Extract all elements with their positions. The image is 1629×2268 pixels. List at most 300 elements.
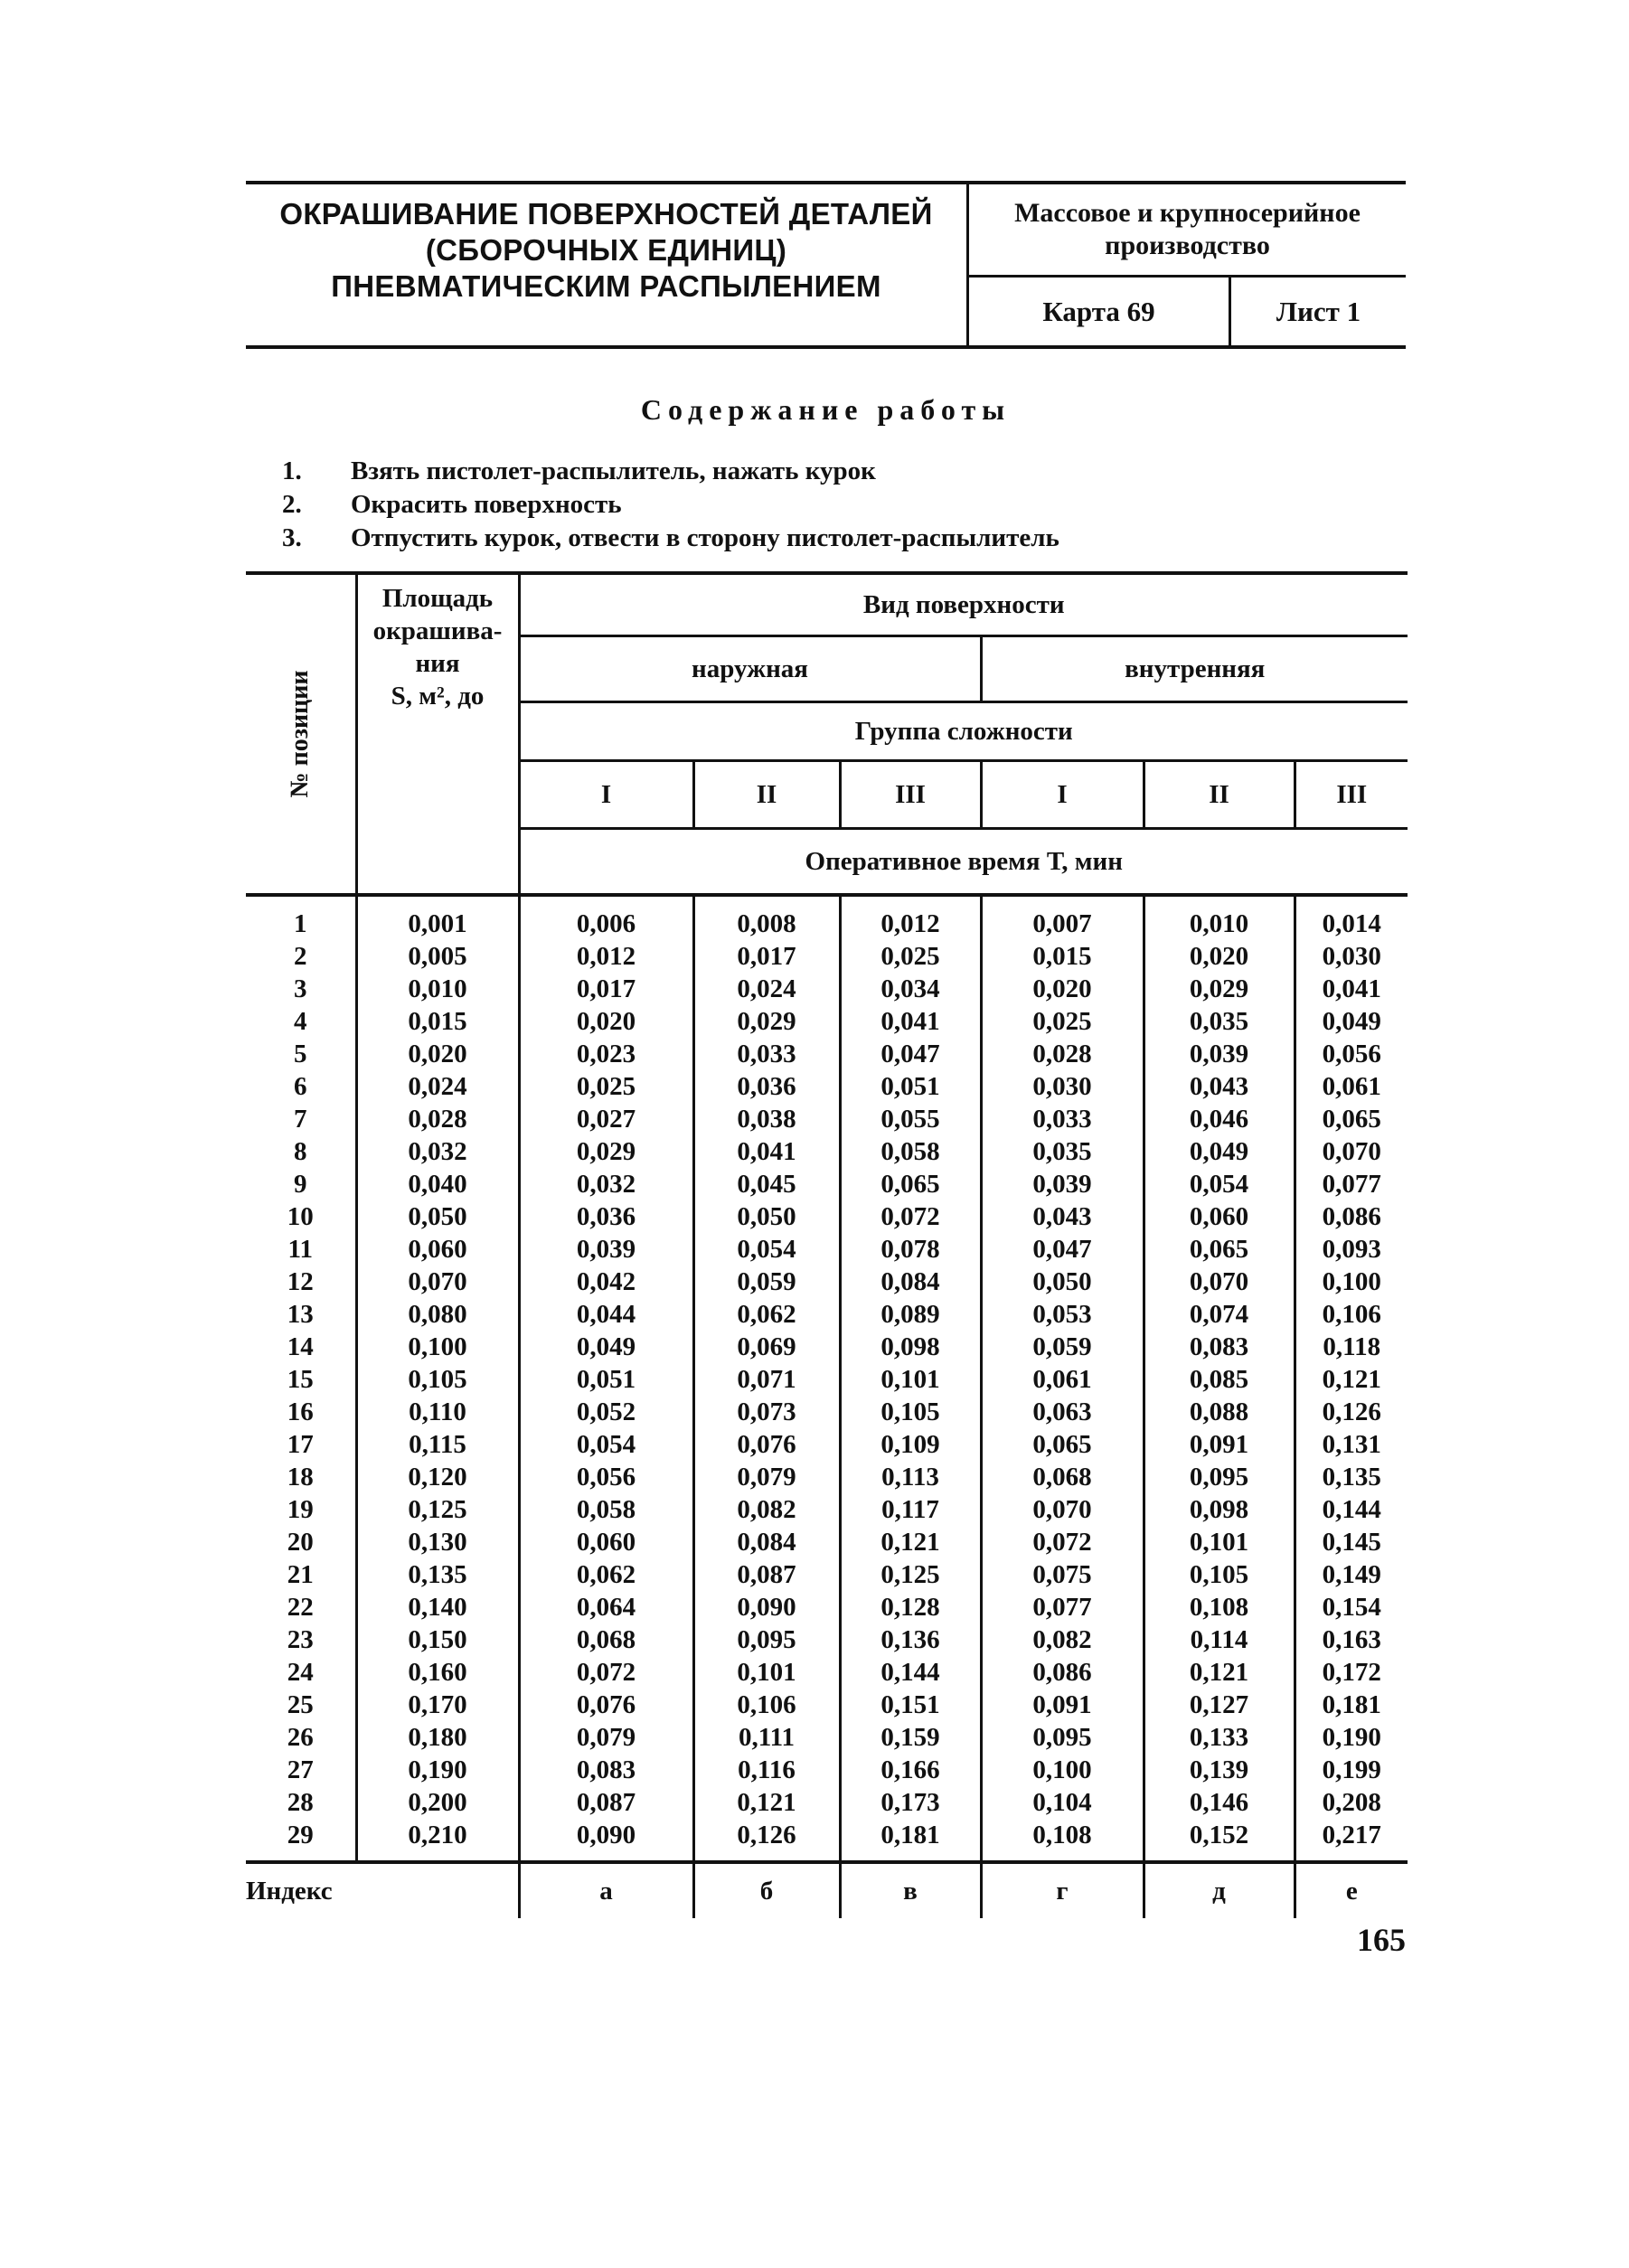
time-cell: 0,082 (981, 1623, 1144, 1656)
time-cell: 0,058 (840, 1135, 981, 1168)
time-cell: 0,100 (981, 1754, 1144, 1786)
position-header (246, 573, 356, 895)
document-header (246, 181, 1406, 349)
time-cell: 0,020 (1144, 940, 1295, 973)
position-cell: 2 (294, 942, 307, 971)
time-cell: 0,076 (693, 1428, 840, 1461)
time-cell: 0,101 (1144, 1526, 1295, 1558)
table-row (246, 1200, 1408, 1233)
production-line: производство (1105, 231, 1270, 260)
time-cell: 0,039 (981, 1168, 1144, 1200)
title-line: ПНЕВМАТИЧЕСКИМ РАСПЫЛЕНИЕМ (331, 269, 881, 303)
area-header-line: окрашива- (372, 616, 503, 645)
time-cell: 0,065 (981, 1428, 1144, 1461)
position-cell: 8 (294, 1137, 307, 1166)
table-row (246, 973, 1408, 1005)
area-cell: 0,160 (356, 1656, 519, 1689)
time-cell: 0,044 (519, 1298, 693, 1331)
time-cell: 0,074 (1144, 1298, 1295, 1331)
area-cell: 0,050 (356, 1200, 519, 1233)
position-cell: 12 (287, 1267, 314, 1296)
time-cell: 0,065 (1144, 1233, 1295, 1266)
table-row (246, 1298, 1408, 1331)
operative-time-header: Оперативное время Т, мин (519, 829, 1408, 896)
time-cell: 0,149 (1295, 1558, 1408, 1591)
area-cell: 0,210 (356, 1819, 519, 1862)
time-cell: 0,060 (1144, 1200, 1295, 1233)
time-cell: 0,139 (1144, 1754, 1295, 1786)
area-cell: 0,080 (356, 1298, 519, 1331)
time-cell: 0,199 (1295, 1754, 1408, 1786)
time-cell: 0,029 (519, 1135, 693, 1168)
time-cell: 0,084 (840, 1266, 981, 1298)
time-cell: 0,029 (1144, 973, 1295, 1005)
position-cell: 24 (287, 1658, 314, 1687)
time-cell: 0,095 (1144, 1461, 1295, 1493)
table-row (246, 1396, 1408, 1428)
time-cell: 0,159 (840, 1721, 981, 1754)
time-cell: 0,030 (981, 1070, 1144, 1103)
area-cell: 0,024 (356, 1070, 519, 1103)
index-row (246, 1862, 1408, 1918)
position-cell: 7 (294, 1105, 307, 1134)
area-cell: 0,110 (356, 1396, 519, 1428)
time-cell: 0,082 (693, 1493, 840, 1526)
time-cell: 0,017 (693, 940, 840, 973)
table-row (246, 1623, 1408, 1656)
time-cell: 0,083 (519, 1754, 693, 1786)
time-cell: 0,065 (840, 1168, 981, 1200)
time-cell: 0,049 (1144, 1135, 1295, 1168)
time-cell: 0,050 (693, 1200, 840, 1233)
section-title: Содержание работы (640, 393, 1012, 426)
time-cell: 0,190 (1295, 1721, 1408, 1754)
time-cell: 0,086 (1295, 1200, 1408, 1233)
time-cell: 0,041 (1295, 973, 1408, 1005)
index-spacer (356, 1862, 519, 1918)
time-cell: 0,072 (981, 1526, 1144, 1558)
index-cell: а (519, 1862, 693, 1918)
time-cell: 0,058 (519, 1493, 693, 1526)
step-number: 3. (282, 523, 302, 552)
time-cell: 0,121 (693, 1786, 840, 1819)
table-row (246, 1819, 1408, 1862)
time-cell: 0,041 (840, 1005, 981, 1038)
area-cell: 0,040 (356, 1168, 519, 1200)
time-cell: 0,049 (519, 1331, 693, 1363)
time-cell: 0,087 (693, 1558, 840, 1591)
step-number: 2. (282, 490, 302, 519)
time-cell: 0,025 (981, 1005, 1144, 1038)
group-header: II (693, 761, 840, 829)
time-cell: 0,075 (981, 1558, 1144, 1591)
position-cell: 3 (294, 974, 307, 1003)
time-cell: 0,043 (1144, 1070, 1295, 1103)
position-cell: 26 (287, 1723, 314, 1752)
area-cell: 0,028 (356, 1103, 519, 1135)
time-cell: 0,100 (1295, 1266, 1408, 1298)
time-cell: 0,078 (840, 1233, 981, 1266)
time-cell: 0,027 (519, 1103, 693, 1135)
area-cell: 0,150 (356, 1623, 519, 1656)
time-cell: 0,079 (693, 1461, 840, 1493)
table-row (246, 1363, 1408, 1396)
position-cell: 17 (287, 1430, 314, 1459)
area-cell: 0,180 (356, 1721, 519, 1754)
position-cell: 22 (287, 1593, 314, 1622)
time-cell: 0,012 (519, 940, 693, 973)
page-number: 165 (1357, 1922, 1406, 1958)
index-cell: д (1144, 1862, 1295, 1918)
time-cell: 0,034 (840, 973, 981, 1005)
time-cell: 0,118 (1295, 1331, 1408, 1363)
sheet-number: Лист 1 (1276, 295, 1361, 327)
table-row (246, 1656, 1408, 1689)
time-cell: 0,047 (981, 1233, 1144, 1266)
time-cell: 0,062 (519, 1558, 693, 1591)
group-header: III (1295, 761, 1408, 829)
group-header: II (1144, 761, 1295, 829)
position-cell: 10 (287, 1202, 314, 1231)
time-cell: 0,111 (693, 1721, 840, 1754)
time-cell: 0,052 (519, 1396, 693, 1428)
time-cell: 0,068 (519, 1623, 693, 1656)
time-cell: 0,061 (981, 1363, 1144, 1396)
time-cell: 0,070 (1144, 1266, 1295, 1298)
step-text: Взять пистолет-распылитель, нажать курок (351, 456, 876, 485)
position-cell: 23 (287, 1625, 314, 1654)
group-header: I (981, 761, 1144, 829)
time-cell: 0,145 (1295, 1526, 1408, 1558)
time-cell: 0,116 (693, 1754, 840, 1786)
time-cell: 0,020 (981, 973, 1144, 1005)
position-cell: 28 (287, 1788, 314, 1817)
time-cell: 0,079 (519, 1721, 693, 1754)
time-cell: 0,146 (1144, 1786, 1295, 1819)
work-step (282, 522, 1059, 555)
time-cell: 0,089 (840, 1298, 981, 1331)
position-cell: 14 (287, 1332, 314, 1361)
time-cell: 0,051 (840, 1070, 981, 1103)
time-cell: 0,056 (1295, 1038, 1408, 1070)
time-cell: 0,106 (693, 1689, 840, 1721)
time-cell: 0,151 (840, 1689, 981, 1721)
group-header: I (519, 761, 693, 829)
time-cell: 0,062 (693, 1298, 840, 1331)
time-cell: 0,166 (840, 1754, 981, 1786)
title-line: ОКРАШИВАНИЕ ПОВЕРХНОСТЕЙ ДЕТАЛЕЙ (279, 197, 933, 231)
time-cell: 0,106 (1295, 1298, 1408, 1331)
position-cell: 1 (294, 909, 307, 938)
time-cell: 0,025 (840, 940, 981, 973)
time-cell: 0,154 (1295, 1591, 1408, 1623)
position-cell: 18 (287, 1463, 314, 1492)
time-cell: 0,217 (1295, 1819, 1408, 1862)
time-cell: 0,121 (1295, 1363, 1408, 1396)
time-cell: 0,059 (693, 1266, 840, 1298)
area-cell: 0,190 (356, 1754, 519, 1786)
time-cell: 0,105 (1144, 1558, 1295, 1591)
header-meta (969, 184, 1406, 345)
time-cell: 0,093 (1295, 1233, 1408, 1266)
card-sheet-row (969, 278, 1406, 345)
area-cell: 0,125 (356, 1493, 519, 1526)
table-row (246, 1786, 1408, 1819)
position-cell: 11 (287, 1235, 313, 1264)
table-row (246, 940, 1408, 973)
time-cell: 0,073 (693, 1396, 840, 1428)
time-cell: 0,181 (840, 1819, 981, 1862)
time-cell: 0,050 (981, 1266, 1144, 1298)
area-cell: 0,010 (356, 973, 519, 1005)
time-cell: 0,023 (519, 1038, 693, 1070)
area-cell: 0,020 (356, 1038, 519, 1070)
area-cell: 0,105 (356, 1363, 519, 1396)
position-cell: 29 (287, 1821, 314, 1849)
time-cell: 0,029 (693, 1005, 840, 1038)
area-header-line: ния (415, 649, 460, 678)
table-row (246, 1103, 1408, 1135)
position-cell: 15 (287, 1365, 314, 1394)
time-cell: 0,008 (693, 895, 840, 940)
position-cell: 27 (287, 1755, 314, 1784)
area-cell: 0,130 (356, 1526, 519, 1558)
table-row (246, 1070, 1408, 1103)
position-cell: 13 (287, 1300, 314, 1329)
time-cell: 0,121 (1144, 1656, 1295, 1689)
time-cell: 0,072 (840, 1200, 981, 1233)
time-cell: 0,131 (1295, 1428, 1408, 1461)
time-cell: 0,117 (840, 1493, 981, 1526)
time-cell: 0,063 (981, 1396, 1144, 1428)
time-cell: 0,038 (693, 1103, 840, 1135)
time-cell: 0,014 (1295, 895, 1408, 940)
time-cell: 0,086 (981, 1656, 1144, 1689)
time-cell: 0,070 (1295, 1135, 1408, 1168)
table-row (246, 1135, 1408, 1168)
area-cell: 0,001 (356, 895, 519, 940)
table-row (246, 1493, 1408, 1526)
position-cell: 16 (287, 1398, 314, 1426)
time-cell: 0,054 (693, 1233, 840, 1266)
time-cell: 0,033 (981, 1103, 1144, 1135)
table-row (246, 1721, 1408, 1754)
table-row (246, 1005, 1408, 1038)
time-cell: 0,020 (519, 1005, 693, 1038)
time-cell: 0,025 (519, 1070, 693, 1103)
time-cell: 0,095 (981, 1721, 1144, 1754)
time-cell: 0,072 (519, 1656, 693, 1689)
position-cell: 20 (287, 1528, 314, 1557)
time-cell: 0,085 (1144, 1363, 1295, 1396)
area-cell: 0,015 (356, 1005, 519, 1038)
area-cell: 0,005 (356, 940, 519, 973)
time-cell: 0,054 (519, 1428, 693, 1461)
time-cell: 0,060 (519, 1526, 693, 1558)
inner-surface-header: внутренняя (981, 636, 1408, 702)
time-cell: 0,068 (981, 1461, 1144, 1493)
time-cell: 0,109 (840, 1428, 981, 1461)
time-cell: 0,126 (1295, 1396, 1408, 1428)
step-number: 1. (282, 456, 302, 485)
time-cell: 0,007 (981, 895, 1144, 940)
area-cell: 0,135 (356, 1558, 519, 1591)
time-cell: 0,036 (519, 1200, 693, 1233)
time-cell: 0,144 (840, 1656, 981, 1689)
time-cell: 0,042 (519, 1266, 693, 1298)
index-label: Индекс (246, 1862, 356, 1918)
complexity-header: Группа сложности (519, 702, 1408, 761)
time-cell: 0,035 (981, 1135, 1144, 1168)
time-cell: 0,035 (1144, 1005, 1295, 1038)
time-cell: 0,101 (693, 1656, 840, 1689)
index-cell: б (693, 1862, 840, 1918)
area-header-line: Площадь (381, 584, 494, 613)
area-cell: 0,120 (356, 1461, 519, 1493)
time-cell: 0,047 (840, 1038, 981, 1070)
area-cell: 0,100 (356, 1331, 519, 1363)
time-cell: 0,172 (1295, 1656, 1408, 1689)
table-row (246, 1461, 1408, 1493)
table-row (246, 1266, 1408, 1298)
time-cell: 0,017 (519, 973, 693, 1005)
surface-type-header: Вид поверхности (519, 573, 1408, 636)
table-row (246, 1754, 1408, 1786)
time-cell: 0,173 (840, 1786, 981, 1819)
production-type (969, 184, 1406, 278)
index-cell: г (981, 1862, 1144, 1918)
time-cell: 0,152 (1144, 1819, 1295, 1862)
title-line: (СБОРОЧНЫХ ЕДИНИЦ) (425, 233, 787, 267)
index-cell: в (840, 1862, 981, 1918)
step-text: Окрасить поверхность (351, 490, 622, 519)
document-title (246, 184, 969, 345)
time-cell: 0,087 (519, 1786, 693, 1819)
time-cell: 0,065 (1295, 1103, 1408, 1135)
time-cell: 0,126 (693, 1819, 840, 1862)
position-cell: 5 (294, 1040, 307, 1068)
production-line: Массовое и крупносерийное (1014, 198, 1361, 228)
time-cell: 0,030 (1295, 940, 1408, 973)
table-row (246, 1526, 1408, 1558)
time-cell: 0,006 (519, 895, 693, 940)
time-cell: 0,083 (1144, 1331, 1295, 1363)
card-number: Карта 69 (969, 278, 1231, 345)
time-cell: 0,043 (981, 1200, 1144, 1233)
time-cell: 0,061 (1295, 1070, 1408, 1103)
area-cell: 0,070 (356, 1266, 519, 1298)
position-cell: 19 (287, 1495, 314, 1524)
position-cell: 4 (294, 1007, 307, 1036)
time-cell: 0,208 (1295, 1786, 1408, 1819)
time-cell: 0,121 (840, 1526, 981, 1558)
time-cell: 0,045 (693, 1168, 840, 1200)
time-cell: 0,064 (519, 1591, 693, 1623)
time-cell: 0,054 (1144, 1168, 1295, 1200)
table-body (246, 895, 1408, 1862)
table-row (246, 1591, 1408, 1623)
time-cell: 0,051 (519, 1363, 693, 1396)
work-step (282, 455, 1059, 488)
time-cell: 0,077 (981, 1591, 1144, 1623)
time-cell: 0,015 (981, 940, 1144, 973)
time-cell: 0,084 (693, 1526, 840, 1558)
time-cell: 0,114 (1144, 1623, 1295, 1656)
time-cell: 0,144 (1295, 1493, 1408, 1526)
time-cell: 0,012 (840, 895, 981, 940)
table-row (246, 1233, 1408, 1266)
time-cell: 0,039 (519, 1233, 693, 1266)
position-cell: 21 (287, 1560, 314, 1589)
time-cell: 0,133 (1144, 1721, 1295, 1754)
area-header (356, 573, 519, 895)
table-row (246, 1168, 1408, 1200)
time-cell: 0,113 (840, 1461, 981, 1493)
step-text: Отпустить курок, отвести в сторону пистолет-распылитель (351, 523, 1059, 552)
index-cell: е (1295, 1862, 1408, 1918)
position-cell: 9 (294, 1170, 307, 1199)
time-cell: 0,010 (1144, 895, 1295, 940)
time-cell: 0,024 (693, 973, 840, 1005)
time-cell: 0,127 (1144, 1689, 1295, 1721)
time-cell: 0,028 (981, 1038, 1144, 1070)
time-cell: 0,046 (1144, 1103, 1295, 1135)
table-row (246, 1428, 1408, 1461)
time-cell: 0,032 (519, 1168, 693, 1200)
time-cell: 0,135 (1295, 1461, 1408, 1493)
time-cell: 0,041 (693, 1135, 840, 1168)
time-cell: 0,101 (840, 1363, 981, 1396)
time-cell: 0,095 (693, 1623, 840, 1656)
time-cell: 0,108 (981, 1819, 1144, 1862)
table-row (246, 1038, 1408, 1070)
position-header-label: № позиции (286, 670, 315, 798)
time-cell: 0,056 (519, 1461, 693, 1493)
time-cell: 0,033 (693, 1038, 840, 1070)
time-cell: 0,077 (1295, 1168, 1408, 1200)
time-cell: 0,088 (1144, 1396, 1295, 1428)
outer-surface-header: наружная (519, 636, 981, 702)
area-cell: 0,060 (356, 1233, 519, 1266)
area-cell: 0,140 (356, 1591, 519, 1623)
time-cell: 0,181 (1295, 1689, 1408, 1721)
time-cell: 0,069 (693, 1331, 840, 1363)
time-cell: 0,053 (981, 1298, 1144, 1331)
time-cell: 0,036 (693, 1070, 840, 1103)
time-cell: 0,070 (981, 1493, 1144, 1526)
group-header: III (840, 761, 981, 829)
time-cell: 0,125 (840, 1558, 981, 1591)
table-row (246, 1689, 1408, 1721)
time-cell: 0,071 (693, 1363, 840, 1396)
time-cell: 0,039 (1144, 1038, 1295, 1070)
position-cell: 25 (287, 1690, 314, 1719)
time-cell: 0,104 (981, 1786, 1144, 1819)
work-step (282, 488, 1059, 522)
time-norms-table-wrap (246, 571, 1408, 1918)
position-cell: 6 (294, 1072, 307, 1101)
area-cell: 0,032 (356, 1135, 519, 1168)
time-cell: 0,091 (981, 1689, 1144, 1721)
time-cell: 0,098 (840, 1331, 981, 1363)
time-cell: 0,091 (1144, 1428, 1295, 1461)
area-cell: 0,200 (356, 1786, 519, 1819)
area-cell: 0,115 (356, 1428, 519, 1461)
time-cell: 0,076 (519, 1689, 693, 1721)
table-row (246, 1331, 1408, 1363)
area-cell: 0,170 (356, 1689, 519, 1721)
time-cell: 0,055 (840, 1103, 981, 1135)
